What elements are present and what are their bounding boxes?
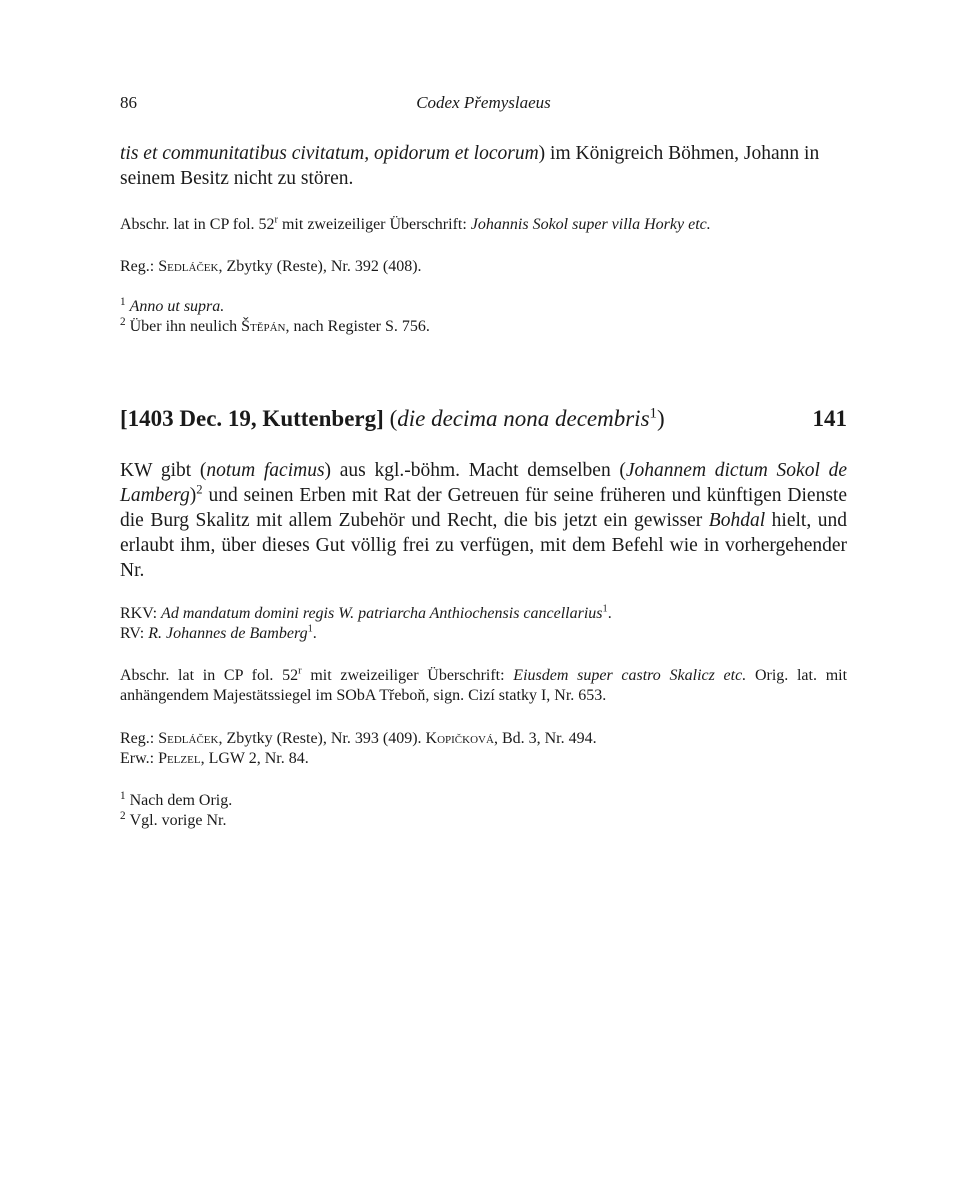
erw-line: Erw.: Pelzel, LGW 2, Nr. 84. <box>120 750 309 767</box>
entry-heading: [1403 Dec. 19, Kuttenberg] (die decima nona decembris$^1$) 141 <box>120 405 847 431</box>
regest-line: Reg.: Sedláček, Zbytky (Reste), Nr. 393 (409). Kopičková, Bd. 3, Nr. 494. <box>120 730 597 747</box>
prev-footnote-1: $^1$ Anno ut supra. <box>120 295 225 315</box>
page-number: 86 <box>120 93 137 112</box>
prev-footnote-2: $^2$ Über ihn neulich Štěpán, nach Register S. 756. <box>120 315 430 335</box>
prev-entry-text: tis et communitatibus civitatum, opidorum et locorum) im Königreich Böhmen, Johann in seinem Besitz nicht zu stören. <box>120 143 820 189</box>
entry-number: 141 <box>812 406 847 431</box>
regest-notes <box>120 729 847 769</box>
prev-footnotes <box>120 297 847 337</box>
entry-body: KW gibt (notum facimus) aus kgl.-böhm. Macht demselben (Johannem dictum Sokol de Lamberg)$^2$ und seinen Erben mit Rat der Getreuen für seine früheren und künftigen Dienste die Burg Skalitz mit allem Zubehör und Recht, die bis jetzt ein gewisser Bohdal hielt, und erlaubt ihm, über dieses Gut völlig frei zu verfügen, mit dem Befehl wie in vorhergehender Nr. <box>120 460 848 581</box>
prev-copy-note: Abschr. lat in CP fol. 52$^r$ mit zweizeiliger Überschrift: Johannis Sokol super villa Horky etc. <box>120 214 711 233</box>
copy-note: Abschr. lat in CP fol. 52$^r$ mit zweizeiliger Überschrift: Eiusdem super castro Skalicz etc. Orig. lat. mit anhängendem Majestätssiegel im SObA Třeboň, sign. Cizí statky I, Nr. 653. <box>120 665 848 704</box>
prev-regest: Reg.: Sedláček, Zbytky (Reste), Nr. 392 (408). <box>120 258 422 275</box>
footnote-2: $^2$ Vgl. vorige Nr. <box>120 809 227 829</box>
entry-date: [1403 Dec. 19, Kuttenberg] <box>120 406 384 431</box>
rkv-note: RKV: Ad mandatum domini regis W. patriarcha Anthiochensis cancellarius$^1$. <box>120 603 612 622</box>
entry-footnotes <box>120 791 847 831</box>
footnote-1: $^1$ Nach dem Orig. <box>120 789 233 809</box>
running-title: Codex Přemyslaeus <box>416 93 551 112</box>
rv-note: RV: R. Johannes de Bamberg$^1$. <box>120 623 317 642</box>
entry-latin-date: die decima nona decembris <box>397 406 650 431</box>
chancery-notes <box>120 604 847 644</box>
running-head <box>120 93 847 117</box>
